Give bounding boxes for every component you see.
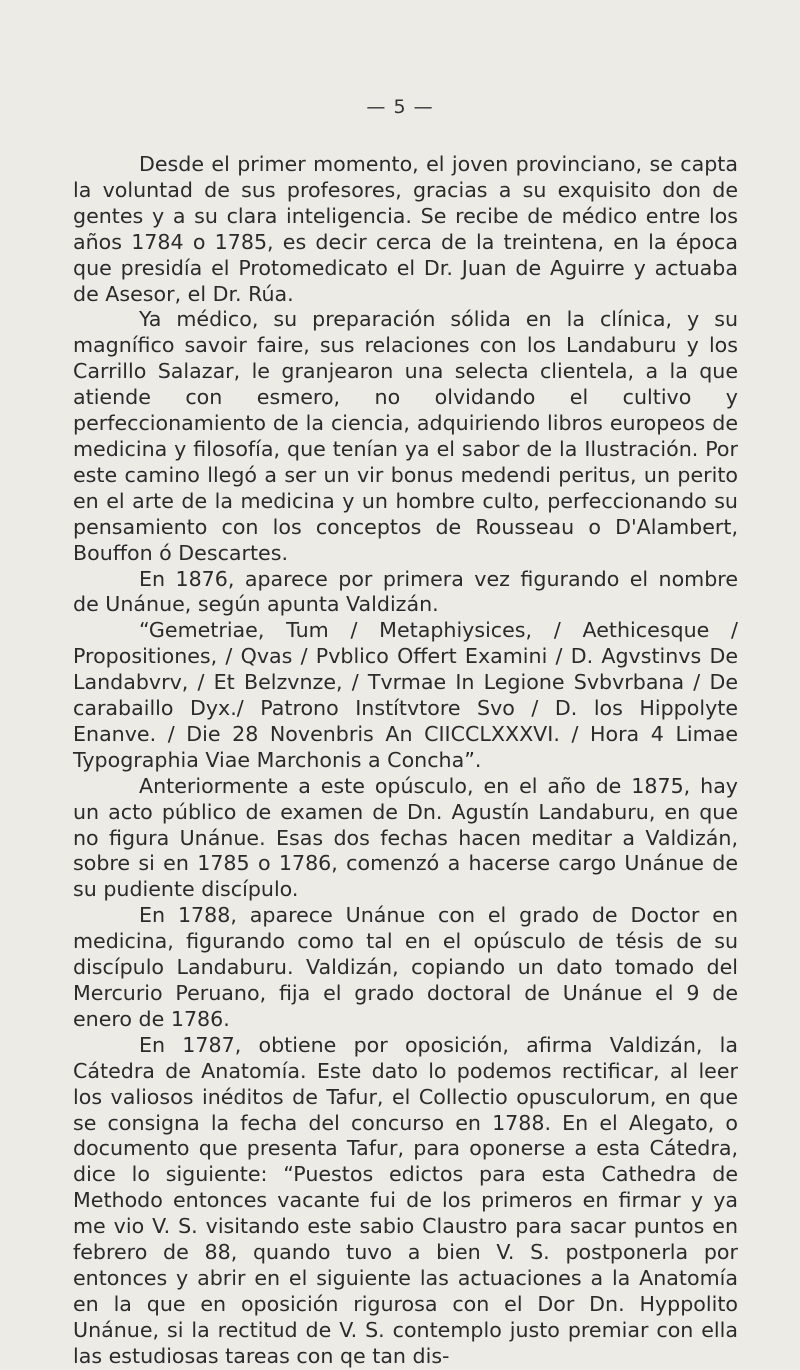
paragraph: Desde el primer momento, el joven provinciano, se capta la voluntad de sus profesores, gracias a su exquisito don de gentes y a su clara inteligencia. Se recibe de médico entre los años 1784 o 1785, es decir cerca de la treintena, en la época que presidía el Protomedicato el Dr. Juan de Aguirre y actuaba de Asesor, el Dr. Rúa. — [73, 152, 738, 306]
paragraph: Ya médico, su preparación sólida en la clínica, y su magnífico savoir faire, sus relaciones con los Landaburu y los Carrillo Salazar, le granjearon una selecta clientela, a la que atiende con esmero, no olvidando el cultivo y perfeccionamiento de la ciencia, adquiriendo libros europeos de medicina y filosofía, que tenían ya el sabor de la Ilustración. Por este camino llegó a ser un vir bonus medendi peritus, un perito en el arte de la medicina y un hombre culto, perfeccionando su pensamiento con los conceptos de Rousseau o D'Alambert, Bouffon ó Descartes. — [73, 307, 738, 565]
paragraph-quote: “Gemetriae, Tum / Metaphiysices, / Aethicesque / Propositiones, / Qvas / Pvblico Offert Examini / D. Agvstinvs De Landabvrv, / Et Belzvnze, / Tvrmae In Legione Svbvrbana / De carabaillo Dyx./ Patrono Instítvtore Svo / D. los Hippolyte Enanve. / Die 28 Novenbris An CIICCLXXXVI. / Hora 4 Limae Typographia Viae Marchonis a Concha”. — [73, 618, 738, 772]
page-number: — 5 — — [366, 96, 434, 118]
paragraph: Anteriormente a este opúsculo, en el año de 1875, hay un acto público de examen de Dn. Agustín Landaburu, en que no figura Unánue. Esas dos fechas hacen meditar a Valdizán, sobre si en 1785 o 1786, comenzó a hacerse cargo Unánue de su pudiente discípulo. — [73, 773, 738, 902]
paragraph: En 1876, aparece por primera vez figurando el nombre de Unánue, según apunta Valdizán. — [73, 566, 738, 617]
paragraph: En 1787, obtiene por oposición, afirma Valdizán, la Cátedra de Anatomía. Este dato lo podemos rectificar, al leer los valiosos inéditos de Tafur, el Collectio opusculorum, en que se consigna la fecha del concurso en 1788. En el Alegato, o documento que presenta Tafur, para oponerse a esta Cátedra, dice lo siguiente: “Puestos edictos para esta Cathedra de Methodo entonces vacante fui de los primeros en firmar y ya me vio V. S. visitando este sabio Claustro para sacar puntos en febrero de 88, quando tuvo a bien V. S. postponerla por entonces y abrir en el siguiente las actuaciones a la Anatomía en la que en oposición rigurosa con el Dor Dn. Hyppolito Unánue, si la rectitud de V. S. contemplo justo premiar con ella las estudiosas tareas con qe tan dis- — [73, 1032, 738, 1368]
paragraph: En 1788, aparece Unánue con el grado de Doctor en medicina, figurando como tal en el opúsculo de tésis de su discípulo Landaburu. Valdizán, copiando un dato tomado del Mercurio Peruano, fija el grado doctoral de Unánue el 9 de enero de 1786. — [73, 903, 738, 1031]
body-text — [73, 152, 738, 1370]
